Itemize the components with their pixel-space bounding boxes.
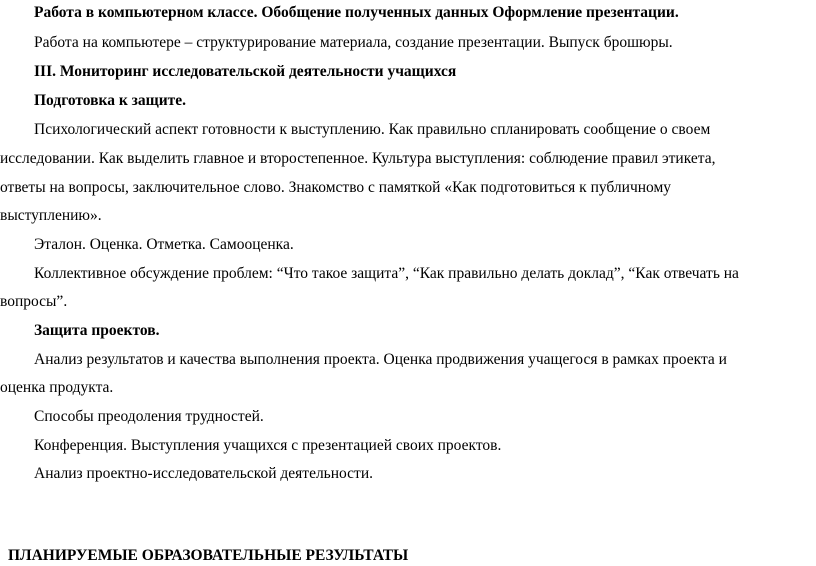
subheading-project-defense: Защита проектов. [34,322,160,339]
paragraph-assessment: Эталон. Оценка. Отметка. Самооценка. [34,236,294,253]
section-monitoring: III. Мониторинг исследовательской деятельности учащихся [34,63,457,80]
paragraph-psychology-line-4: выступлению». [0,207,102,224]
paragraph-psychology-line-2: исследовании. Как выделить главное и второстепенное. Культура выступления: соблюдение правил этикета, [0,150,716,167]
paragraph-psychology-line-3: ответы на вопросы, заключительное слово. Знакомство с памяткой «Как подготовиться к публичному [0,179,672,196]
paragraph-discussion-line-1: Коллективное обсуждение проблем: “Что такое защита”, “Как правильно делать доклад”, “Как отвечать на [34,265,739,282]
paragraph-activity-analysis: Анализ проектно-исследовательской деятельности. [34,465,374,482]
paragraph-conference: Конференция. Выступления учащихся с презентацией своих проектов. [34,437,502,454]
subheading-defense-prep: Подготовка к защите. [34,92,187,109]
section-heading-results: ПЛАНИРУЕМЫЕ ОБРАЗОВАТЕЛЬНЫЕ РЕЗУЛЬТАТЫ [8,547,409,564]
paragraph-analysis-line-1: Анализ результатов и качества выполнения проекта. Оценка продвижения учащегося в рамках проекта и [34,351,727,368]
paragraph-computer-work: Работа на компьютере – структурирование материала, создание презентации. Выпуск брошюры. [34,34,673,51]
paragraph-discussion-line-2: вопросы”. [0,293,68,310]
paragraph-computer-class: Работа в компьютерном классе. Обобщение полученных данных Оформление презентации. [34,4,679,21]
paragraph-psychology-line-1: Психологический аспект готовности к выступлению. Как правильно спланировать сообщение о своем [34,121,711,138]
paragraph-analysis-line-2: оценка продукта. [0,379,114,396]
paragraph-difficulties: Способы преодоления трудностей. [34,408,264,425]
